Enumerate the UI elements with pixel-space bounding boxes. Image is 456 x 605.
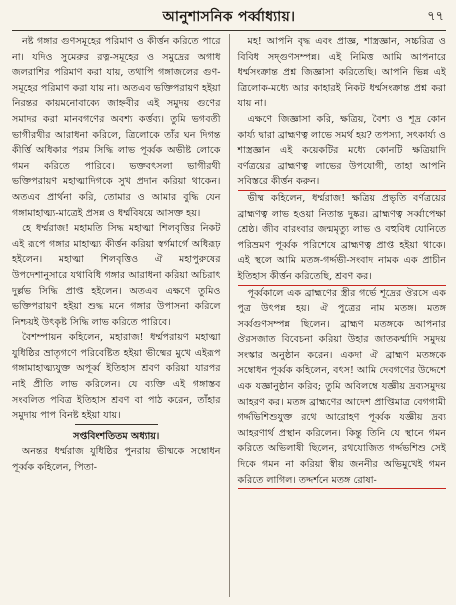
underlined-paragraph: পূর্ব্বকালে এক ব্রাহ্মণের স্ত্রীর গর্ভে শূদ্রের ঔরসে এক পুত্র উৎপন্ন হয়। ঐ পুত্রের নাম মতঙ্গ। মতঙ্গ সর্ব্বগুণসম্পন্ন ছিলেন। ব্রাহ্মণ মতঙ্গকে আপনার ঔরসজাত বিবেচনা করিয়া উহার জাতকর্ম্মাদি সমুদয় সংস্কার অনুষ্ঠান করেন। একদা ঐ ব্রাহ্মণ মতঙ্গকে সম্বোধন পূর্ব্বক কহিলেন, বৎস! আমি দেবগণের উদ্দেশে এক যজ্ঞানুষ্ঠান করিব; তুমি অবিলম্বে যজ্ঞীয় দ্রব্যসমুদয় আহরণ কর। মতঙ্গ ব্রাহ্মণের আদেশ প্রাপ্তিমাত্র বেগগামী গর্দ্দভিশিশুযুক্ত রথে আরোহণ পূর্ব্বক যজ্ঞীয় দ্রব্য আহরণার্থ প্রস্থান করিলেন। কিন্তু তিনি যে স্থানে গমন করিতে অভিলাষী ছিলেন, রথযোজিত গর্দ্দভশিশু সেই দিকে গমন না করিয়া স্বীয় জননীর অভিমুখেই গমন করিতে লাগিল। তদ্দর্শনে মতঙ্গ রোষা- <box>238 286 447 490</box>
underlined-paragraph: এক্ষণে জিজ্ঞাসা করি, ক্ষত্রিয়, বৈশ্য ও শূদ্র কোন কার্য্য দ্বারা ব্রাহ্মণত্ব লাভে সমর্থ হয়? তপস্যা, সৎকার্য্য ও শাস্ত্রজ্ঞান এই কয়েকটির মধ্যে কোনটি ক্ষত্রিয়াদি বর্ণত্রয়ের ব্রাহ্মণত্ব লাভের উপযোগী, তাহা আপনি সবিস্তরে কীর্ত্তন করুন। <box>238 112 447 191</box>
underlined-paragraph: ভীষ্ম কহিলেন, ধর্ম্মরাজ! ক্ষত্রিয় প্রভৃতি বর্ণত্রয়ের ব্রাহ্মণত্ব লাভ হওয়া নিতান্ত দুষ্কর। ব্রাহ্মণত্ব সর্ব্বাপেক্ষা শ্রেষ্ঠ। জীব বারংবার জন্মমৃত্যু লাভ ও বহুবিধ যোনিতে পরিভ্রমণ পূর্ব্বক পরিশেষে ব্রাহ্মণত্ব প্রাপ্ত হইয়া থাকে। এই স্থলে আমি মতঙ্গ-গর্দ্দভী-সংবাদ নামক এক প্রাচীন ইতিহাস কীর্ত্তন করিতেছি, শ্রবণ কর। <box>238 191 447 286</box>
chapter-heading: সপ্তবিংশতিতম অধ্যায়। <box>73 430 160 442</box>
page-number: ৭৭ <box>427 9 444 24</box>
paragraph: অনন্তর ধর্ম্মরাজ যুধিষ্ঠির পুনরায় ভীষ্মকে সম্বোধন পূর্ব্বক কহিলেন, পিতা- <box>12 446 221 474</box>
paragraph: মহ! আপনি বৃদ্ধ এবং প্রাজ্ঞ, শাস্ত্রজ্ঞান, সচ্চরিত্র ও বিবিধ সদ্গুণসম্পন্ন। এই নিমিত্ত আমি আপনারে ধর্ম্মসংক্রান্ত প্রশ্ন জিজ্ঞাসা করিতেছি। আপনি ভিন্ন এই ত্রিলোক-মধ্যে আর কাহারই নিকট ধর্ম্মসংক্রান্ত প্রশ্ন করা যায় না। <box>237 36 446 110</box>
chapter-rule <box>75 424 158 425</box>
paragraph: বৈশম্পায়ন কহিলেন, মহারাজ! ধর্ম্মপরায়ণ মহাত্মা যুধিষ্ঠির ভ্রাতৃগণে পরিবেষ্টিত হইয়া ভীষ্মের মুখে এইরূপ গঙ্গামাহাত্ম্যযুক্ত অপূর্ব্ব ইতিহাস শ্রবণ করিয়া যারপর নাই প্রীতি লাভ করিলেন। যে ব্যক্তি এই গঙ্গাস্তব সংবলিত পবিত্র ইতিহাস শ্রবণ বা পাঠ করেন, তাঁহার সমুদায় পাপ বিনষ্ট হইয়া যায়। <box>12 332 221 422</box>
running-title: আনুশাসনিক পর্ব্বাধ্যায়। <box>162 9 296 25</box>
text-columns <box>12 34 446 597</box>
left-column <box>12 34 229 597</box>
paragraph: নষ্ট গঙ্গার গুণসমূহের পরিমাণ ও কীর্ত্তন করিতে পারে না। যদিও সুমেরুর রত্ন-সমূহের ও সমুদ্রের অগাধ জলরাশির পরিমাণ করা যায়, তথাপি গঙ্গাজলের গুণ-সমূহের পরিমাণ করা যায় না। অতএব ভক্তিপরায়ণ হইয়া নিরন্তর কায়মনোবাক্যে জাহ্নবীর এই সমুদয় গুণের সমাদর করা মানবগণের অবশ্য কর্ত্তব্য। তুমি ভগবতী ভাগীরথীর আরাধনা করিলে, ত্রিলোকে তাঁর ঘন দিগন্ত কীর্ত্তি অধিকার পরম সিদ্ধি লাভ পূর্ব্বক অভীষ্ট লোকে গমন করিতে পারিবে। ভক্তবৎসলা ভাগীরথী ভক্তিপরায়ণ মহাত্মাদিগকে সুখ প্রদান করিয়া থাকেন। অতএব প্রার্থনা করি, তোমার ও আমার বুদ্ধি যেন গঙ্গামাহাত্ম্য-মাত্রেই প্রসন্ন ও ধর্ম্মবিষয়ে আসক্ত হয়। <box>12 36 221 219</box>
page-header <box>12 6 446 31</box>
right-column <box>229 34 447 597</box>
paragraph: হে ধর্ম্মরাজ! মহামতি সিদ্ধ মহাত্মা শিলবৃত্তির নিকট এই রূপে গঙ্গার মাহাত্ম্য কীর্ত্তন করিয়া স্বর্গমার্গে অধিরূঢ় হইলেন। মহাত্মা শিলবৃত্তিও ঐ মহাপুরুষের উপদেশানুসারে যথাবিধি গঙ্গার আরাধনা করিয়া অচিরাৎ দুর্ল্লভ সিদ্ধি প্রাপ্ত হইলেন। অতএব এক্ষণে তুমিও ভক্তিপরায়ণ হইয়া শুদ্ধ মনে গঙ্গার উপাসনা করিলে নিশ্চয়ই উৎকৃষ্ট সিদ্ধি লাভ করিতে পারিবে। <box>12 223 221 328</box>
